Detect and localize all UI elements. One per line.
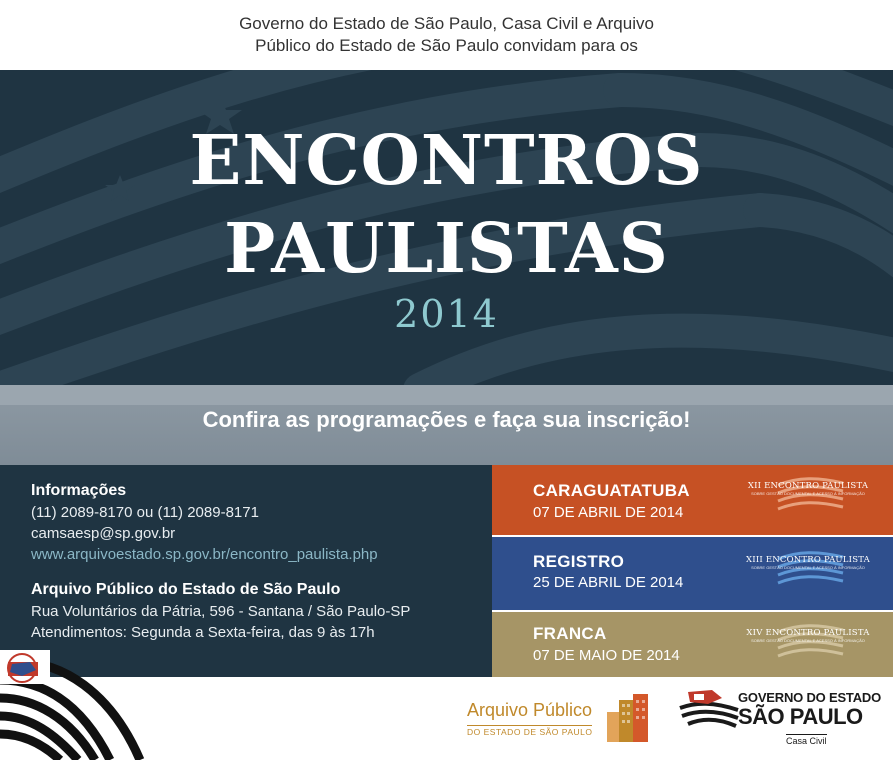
event-logo-sub: SOBRE GESTÃO DOCUMENTAL E ACESSO À INFORMAÇÃO [751, 638, 865, 643]
event-city: REGISTRO [533, 552, 625, 571]
arquivo-logo-name: Arquivo Público [467, 700, 593, 720]
invite-line-2: Público do Estado de São Paulo convidam para os [255, 36, 638, 55]
arquivo-logo-sub: DO ESTADO DE SÃO PAULO [467, 727, 593, 737]
title-line-1: ENCONTROS [189, 121, 704, 201]
invite-line-1: Governo do Estado de São Paulo, Casa Civil e Arquivo [239, 14, 654, 33]
email-link[interactable]: camsaesp@sp.gov.br [31, 525, 176, 542]
hero-banner [0, 70, 893, 385]
event-logo-title: XIV ENCONTRO PAULISTA [746, 628, 870, 638]
event-logo-sub: SOBRE GESTÃO DOCUMENTAL E ACESSO À INFORMAÇÃO [751, 491, 865, 496]
info-heading: Informações [31, 482, 127, 499]
website-link[interactable]: www.arquivoestado.sp.gov.br/encontro_paulista.php [31, 546, 378, 563]
event-date: 07 DE ABRIL DE 2014 [533, 504, 684, 521]
invite-text [0, 0, 893, 70]
event-logo [738, 481, 878, 496]
org-address: Rua Voluntários da Pátria, 596 - Santana / São Paulo-SP [31, 603, 411, 620]
event-logo-sub: SOBRE GESTÃO DOCUMENTAL E ACESSO À INFORMAÇÃO [751, 565, 865, 570]
event-franca[interactable] [492, 612, 893, 677]
org-heading: Arquivo Público do Estado de São Paulo [31, 581, 341, 598]
event-caraguatatuba[interactable] [492, 465, 893, 535]
event-logo [738, 628, 878, 643]
event-date: 25 DE ABRIL DE 2014 [533, 574, 684, 591]
contact-block [31, 480, 378, 565]
cta-band[interactable] [0, 385, 893, 465]
gov-logo-line-3: Casa Civil [786, 736, 827, 746]
phone-numbers: (11) 2089-8170 ou (11) 2089-8171 [31, 504, 259, 521]
sao-paulo-flag-icon [0, 640, 150, 760]
title-line-2: PAULISTAS [224, 209, 669, 289]
cta-text[interactable]: Confira as programações e faça sua inscrição! [202, 407, 691, 432]
event-date: 07 DE MAIO DE 2014 [533, 647, 680, 664]
org-block [31, 579, 410, 643]
event-city: FRANCA [533, 624, 607, 643]
event-year: 2014 [394, 292, 499, 336]
gov-logo-line-1: GOVERNO DO ESTADO [738, 690, 881, 705]
governo-sao-paulo-logo [678, 688, 881, 748]
building-icon [605, 694, 650, 742]
event-city: CARAGUATATUBA [533, 481, 690, 500]
event-logo-title: XIII ENCONTRO PAULISTA [746, 555, 870, 565]
arquivo-publico-logo [465, 694, 655, 744]
event-logo-title: XII ENCONTRO PAULISTA [747, 481, 869, 491]
gov-logo-line-2: SÃO PAULO [738, 704, 863, 729]
sao-paulo-map-emblem-icon [678, 688, 740, 728]
event-logo [738, 555, 878, 570]
event-registro[interactable] [492, 537, 893, 610]
org-hours: Atendimentos: Segunda a Sexta-feira, das 9 às 17h [31, 624, 375, 641]
cta-stripe [0, 385, 893, 405]
